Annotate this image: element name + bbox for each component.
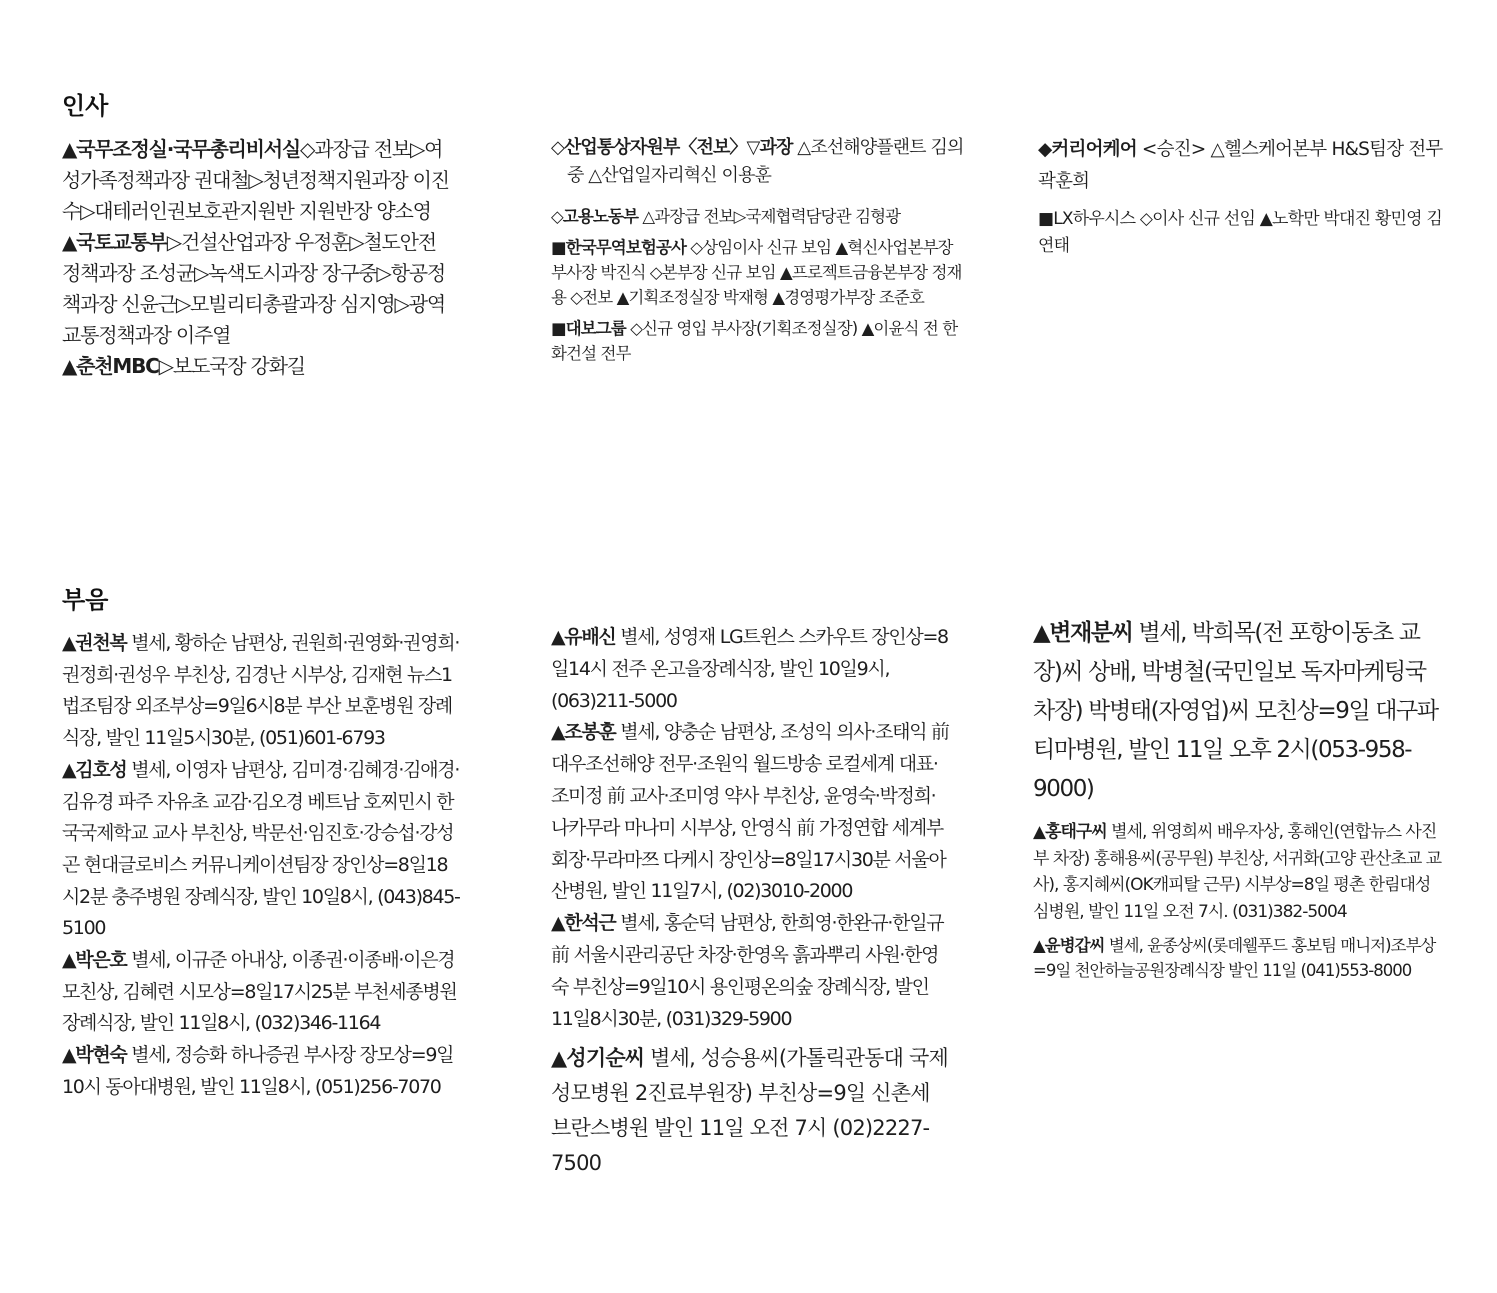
obituary-entry [551,717,949,908]
deceased-name: ▲박현숙 [62,1044,127,1067]
entry-text: 별세, 양충순 남편상, 조성익 의사·조태익 前 대우조선해양 전무·조원익 월드방송 로컬세계 대표·조미정 前 교사·조미영 약사 부친상, 윤영숙·박정희·나카무라 마나미 시부상, 안영식 前 가정연합 세계부회장·무라마쯔 다케시 장인상=8일17시30분 서울아산병원, 발인 11일7시, (02)3010-2000 [551,721,949,903]
personnel-column-3 [1038,134,1448,260]
agency-name: ■대보그룹 [551,319,626,338]
personnel-entry [551,235,971,310]
entry-text: ◇과장급 전보▷여성가족정책과장 권대철▷청년정책지원과장 이진수▷대테러인권보호관지원반 지원반장 양소영 [62,137,449,223]
agency-name: ◆커리어케어 [1038,139,1137,160]
entry-text: ▷건설산업과장 우정훈▷철도안전정책과장 조성균▷녹색도시과장 장구중▷항공정책과장 신윤근▷모빌리티총괄과장 심지영▷광역교통정책과장 이주열 [62,230,445,347]
personnel-entry [1038,206,1448,260]
entry-text: <승진> △헬스케어본부 H&S팀장 전무 곽훈희 [1038,139,1443,192]
entry-text: 별세, 성영재 LG트윈스 스카우트 장인상=8일14시 전주 온고을장례식장, 발인 10일9시, (063)211-5000 [551,626,948,712]
entry-text: ▷보도국장 강화길 [158,354,305,378]
obituary-column-3 [1033,614,1443,983]
personnel-column-1 [62,134,452,382]
personnel-entry [62,227,452,351]
agency-name: ◇산업통상자원부〈전보〉▽과장 [551,137,793,158]
obituary-entry [62,628,460,755]
entry-text: 별세, 이영자 남편상, 김미경·김혜경·김애경·김유경 파주 자유초 교감·김오경 베트남 호찌민시 한국국제학교 교사 부친상, 박문선·임진호·강승섭·강성곤 현대글로비스 커뮤니케이션팀장 장인상=8일18시2분 충주병원 장례식장, 발인 10일8시, (043)845-5100 [62,758,460,940]
agency-name: ◇고용노동부 [551,207,638,226]
obituary-heading: 부음 [62,586,109,614]
deceased-name: ▲유배신 [551,626,616,648]
entry-text: 별세, 황하순 남편상, 권원희·권영화·권영희·권정희·권성우 부친상, 김경난 시부상, 김재현 뉴스1 법조팀장 외조부상=9일6시8분 부산 보훈병원 장례식장, 발인 11일5시30분, (051)601-6793 [62,632,460,750]
entry-text: 별세, 박희목(전 포항이동초 교장)씨 상배, 박병철(국민일보 독자마케팅국 차장) 박병태(자영업)씨 모친상=9일 대구파티마병원, 발인 11일 오후 2시(053-958-9000) [1033,620,1438,802]
deceased-name: ▲한석근 [551,912,616,935]
entry-text: ◇신규 영입 부사장(기획조정실장) ▲이윤식 전 한화건설 전무 [551,319,958,363]
obituary-column-1 [62,628,460,1104]
personnel-entry [551,204,971,229]
obituary-entry [62,945,460,1040]
personnel-heading: 인사 [62,92,109,120]
deceased-name: ▲박은호 [62,949,127,972]
agency-name: ■한국무역보험공사 [551,238,687,257]
personnel-entry [62,351,452,382]
obituary-entry [62,755,460,945]
obituary-entry [551,908,949,1035]
deceased-name: ▲윤병갑씨 [1033,936,1105,955]
obituary-entry [551,622,949,717]
obituary-entry [1033,933,1443,983]
personnel-entry [551,316,971,366]
deceased-name: ▲변재분씨 [1033,620,1133,646]
entry-text: △과장급 전보▷국제협력담당관 김형광 [642,207,901,226]
obituary-entry [1033,614,1443,809]
entry-text: ◇상임이사 신규 보임 ▲혁신사업본부장 부사장 박진식 ◇본부장 신규 보임 ▲프로젝트금융본부장 정재용 ◇전보 ▲기획조정실장 박재형 ▲경영평가부장 조준호 [551,238,962,307]
deceased-name: ▲성기순씨 [551,1046,645,1071]
personnel-entry [62,134,452,227]
obituary-entry [1033,819,1443,925]
agency-name: ▲춘천MBC [62,354,159,378]
deceased-name: ▲홍태구씨 [1033,822,1107,842]
deceased-name: ▲김호성 [62,758,127,781]
entry-text: 별세, 정승화 하나증권 부사장 장모상=9일10시 동아대병원, 발인 11일8시, (051)256-7070 [62,1044,454,1098]
entry-text: ■LX하우시스 ◇이사 신규 선임 ▲노학만 박대진 황민영 김연태 [1038,209,1442,256]
entry-text: 별세, 윤종상씨(롯데웰푸드 홍보팀 매니저)조부상=9일 천안하늘공원장례식장 발인 11일 (041)553-8000 [1033,936,1436,980]
personnel-entry [551,134,971,190]
agency-name: ▲국무조정실·국무총리비서실 [62,137,301,161]
deceased-name: ▲권천복 [62,632,127,654]
obituary-entry [551,1041,949,1181]
entry-text: 별세, 위영희씨 배우자상, 홍해인(연합뉴스 사진부 차장) 홍해용씨(공무원) 부친상, 서귀화(고양 관산초교 교사), 홍지혜씨(OK캐피탈 근무) 시부상=8일 평촌 한림대성심병원, 발인 11일 오전 7시. (031)382-5004 [1033,822,1442,922]
personnel-column-2 [551,134,971,366]
obituary-column-2 [551,622,949,1181]
entry-text: 별세, 홍순덕 남편상, 한희영·한완규·한일규 前 서울시관리공단 차장·한영옥 흙과뿌리 사원·한영숙 부친상=9일10시 용인평온의숲 장례식장, 발인 11일8시30분, (031)329-5900 [551,912,944,1030]
obituary-entry [62,1040,460,1103]
entry-text: 별세, 이규준 아내상, 이종권·이종배·이은경 모친상, 김혜련 시모상=8일17시25분 부천세종병원 장례식장, 발인 11일8시, (032)346-1164 [62,949,457,1035]
deceased-name: ▲조봉훈 [551,721,616,744]
personnel-entry [1038,134,1448,198]
entry-text: 별세, 성승용씨(가톨릭관동대 국제성모병원 2진료부원장) 부친상=9일 신촌세브란스병원 발인 11일 오전 7시 (02)2227-7500 [551,1046,948,1176]
entry-text: △조선해양플랜트 김의중 △산업일자리혁신 이용훈 [567,137,964,186]
agency-name: ▲국토교통부 [62,230,167,254]
